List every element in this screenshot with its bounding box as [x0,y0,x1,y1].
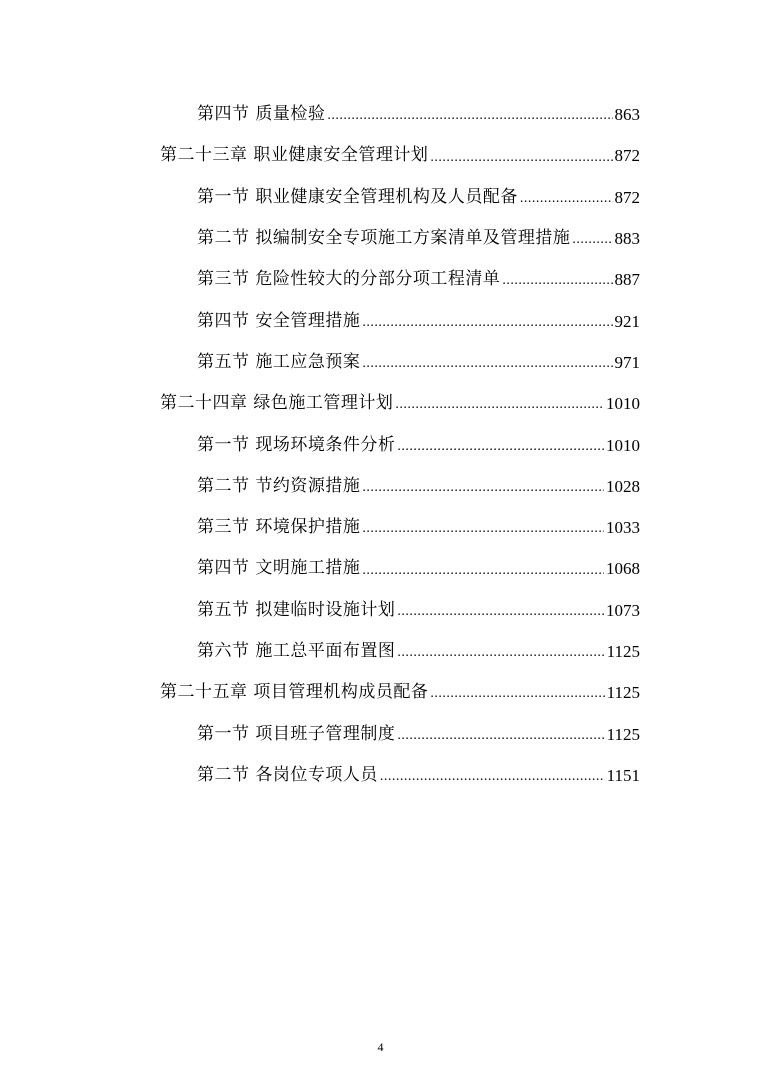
page-number: 4 [377,1040,384,1054]
toc-entry[interactable] [0,590,640,631]
toc-leader-dots [520,192,613,218]
toc-entry-page: 1125 [606,683,640,703]
toc-leader-dots [397,605,604,631]
toc-leader-dots [362,316,612,342]
toc-entry-label: 第一节 项目班子管理制度 [197,723,396,744]
toc-entry[interactable] [0,383,640,424]
toc-leader-dots [397,440,604,466]
toc-entry-label: 第一节 职业健康安全管理机构及人员配备 [197,186,518,207]
toc-leader-dots [362,564,604,590]
toc-entry[interactable] [0,631,640,672]
toc-entry-label: 第六节 施工总平面布置图 [197,641,396,661]
toc-leader-dots [380,770,605,796]
toc-entry-page: 872 [614,146,640,166]
toc-entry-page: 1125 [606,642,640,661]
toc-leader-dots [572,233,612,259]
toc-entry-label: 第二十三章 职业健康安全管理计划 [160,145,429,166]
toc-leader-dots [397,646,604,672]
toc-entry-label: 第四节 文明施工措施 [197,558,361,579]
toc-entry-page: 1073 [606,600,640,620]
toc-leader-dots [430,151,612,177]
toc-entry-page: 971 [614,352,640,372]
toc-entry-page: 1010 [606,435,640,455]
toc-entry[interactable] [0,94,640,135]
toc-entry[interactable] [0,177,640,218]
toc-entry-label: 第三节 环境保护措施 [197,517,361,538]
toc-leader-dots [362,481,604,507]
toc-entry-page: 1033 [606,518,640,538]
toc-entry-page: 883 [614,229,640,249]
toc-entry-label: 第五节 拟建临时设施计划 [197,599,396,620]
toc-entry-page: 1028 [606,476,640,496]
toc-entry-label: 第二十四章 绿色施工管理计划 [160,393,394,414]
toc-entry-label: 第五节 施工应急预案 [197,351,361,372]
toc-entry-label: 第四节 质量检验 [197,104,326,125]
toc-entry-page: 1151 [606,765,640,785]
toc-entry-page: 887 [614,270,640,290]
toc-entry-label: 第一节 现场环境条件分析 [197,434,396,455]
toc-leader-dots [327,109,612,135]
toc-entry-page: 872 [614,187,640,207]
toc-entry[interactable] [0,672,640,713]
toc-entry[interactable] [0,466,640,507]
toc-entry[interactable] [0,755,640,796]
toc-entry[interactable] [0,548,640,589]
toc-entry-label: 第二节 各岗位专项人员 [197,764,378,785]
toc-entry[interactable] [0,300,640,341]
toc-entry[interactable] [0,424,640,465]
toc-leader-dots [430,687,604,713]
toc-entry[interactable] [0,135,640,176]
toc-leader-dots [395,398,604,424]
toc-entry-label: 第三节 危险性较大的分部分项工程清单 [197,269,501,290]
toc-entry-page: 1125 [606,724,640,744]
toc-entry[interactable] [0,218,640,259]
toc-entry[interactable] [0,259,640,300]
toc-entry[interactable] [0,342,640,383]
toc-entry-label: 第二节 节约资源措施 [197,475,361,496]
toc-entry-page: 1010 [606,394,640,414]
toc-entry-page: 863 [614,105,640,125]
toc-entry-label: 第二十五章 项目管理机构成员配备 [160,682,429,703]
toc-entry-label: 第二节 拟编制安全专项施工方案清单及管理措施 [197,228,571,249]
table-of-contents [0,94,761,796]
toc-leader-dots [362,357,612,383]
toc-entry-page: 1068 [606,559,640,579]
toc-leader-dots [397,729,604,755]
toc-entry-label: 第四节 安全管理措施 [197,310,361,331]
toc-leader-dots [362,522,604,548]
toc-entry[interactable] [0,713,640,754]
toc-entry[interactable] [0,507,640,548]
toc-leader-dots [502,274,612,300]
toc-entry-page: 921 [614,311,640,331]
